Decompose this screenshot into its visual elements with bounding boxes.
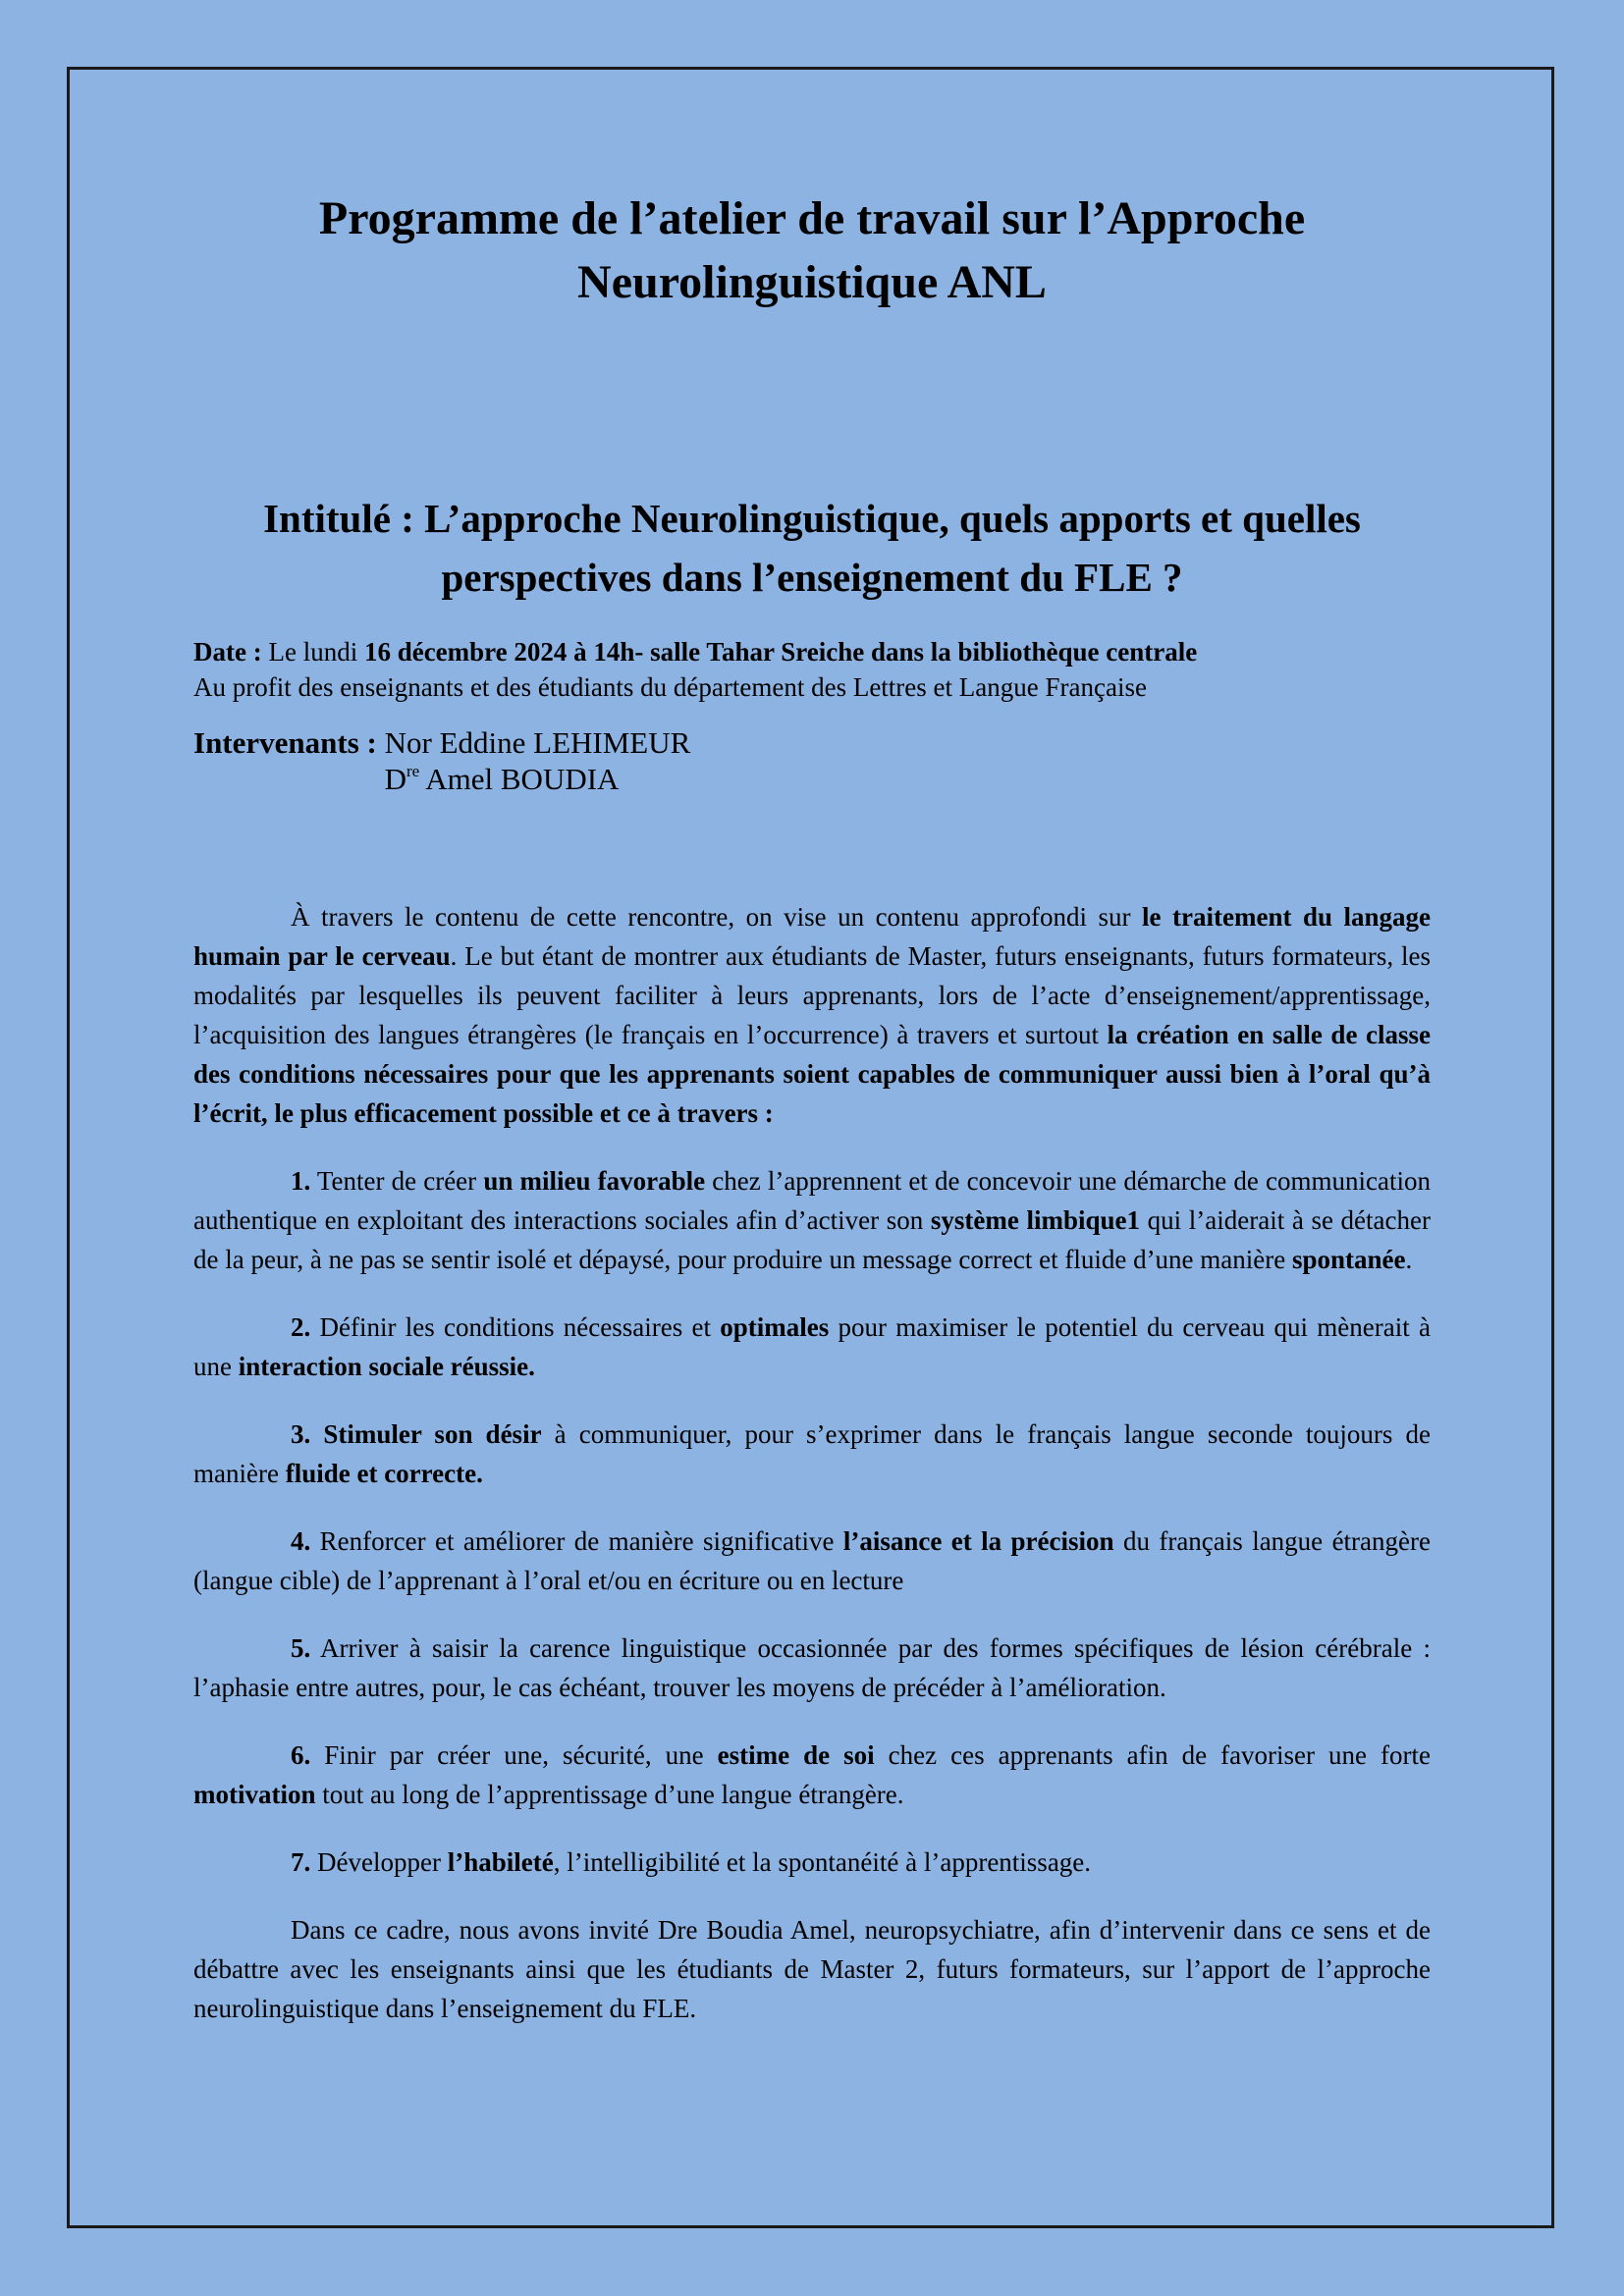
date-prefix: Le lundi <box>261 637 364 667</box>
list-item: 2. Définir les conditions nécessaires et optimales pour maximiser le potentiel du cerveau qui mènerait à une interaction sociale réussie. <box>193 1312 1431 1381</box>
list-item: 1. Tenter de créer un milieu favorable chez l’apprennent et de concevoir une démarche de communication authentique en exploitant des interactions sociales afin d’activer son système limbique1 qui l’aiderait à se détacher de la peur, à ne pas se sentir isolé et dépaysé, pour produire un message correct et fluide d’une manière spontanée. <box>193 1166 1431 1274</box>
list-item: 3. Stimuler son désir à communiquer, pour s’exprimer dans le français langue seconde toujours de manière fluide et correcte. <box>193 1419 1431 1488</box>
body-text <box>193 897 1431 2028</box>
list-item: 5. Arriver à saisir la carence linguistique occasionnée par des formes spécifiques de lésion cérébrale : l’aphasie entre autres, pour, le cas échéant, trouver les moyens de précéder à l’amélioration. <box>193 1633 1431 1702</box>
list-item: 6. Finir par créer une, sécurité, une estime de soi chez ces apprenants afin de favoriser une forte motivation tout au long de l’apprentissage d’une langue étrangère. <box>193 1740 1432 1809</box>
list-item: 7. Développer l’habileté, l’intelligibilité et la spontanéité à l’apprentissage. <box>291 1847 1092 1877</box>
speaker-item: Dre Amel BOUDIA <box>384 762 620 796</box>
closing-paragraph: Dans ce cadre, nous avons invité Dre Boudia Amel, neuropsychiatre, afin d’intervenir dans ce sens et de débattre avec les enseignants ainsi que les étudiants de Master 2, futurs formateurs, sur l’apport de l’approche neurolinguistique dans l’enseignement du FLE. <box>193 1915 1431 2023</box>
speakers-list <box>385 724 691 797</box>
speaker-item: Nor Eddine LEHIMEUR <box>384 725 691 760</box>
document-content <box>193 187 1431 2028</box>
intro-paragraph: À travers le contenu de cette rencontre, on vise un contenu approfondi sur le traitement du langage humain par le cerveau. Le but étant de montrer aux étudiants de Master, futurs enseignants, futurs formateurs, les modalités par lesquelles ils peuvent faciliter à leurs apprenants, lors de l’acte d’enseignement/apprentissage, l’acquisition des langues étrangères (le français en l’occurrence) à travers et surtout la création en salle de classe des conditions nécessaires pour que les apprenants soient capables de communiquer aussi bien à l’oral qu’à l’écrit, le plus efficacement possible et ce à travers : <box>193 902 1432 1128</box>
event-audience: Au profit des enseignants et des étudiants du département des Lettres et Langue Française <box>193 672 1147 702</box>
speakers <box>193 724 1431 797</box>
date-label: Date : <box>193 637 262 667</box>
date-value: 16 décembre 2024 à 14h- salle Tahar Sreiche dans la bibliothèque centrale <box>363 637 1198 667</box>
document-title: Programme de l’atelier de travail sur l’Approche Neurolinguistique ANL <box>318 192 1306 308</box>
document-subtitle: Intitulé : L’approche Neurolinguistique, quels apports et quelles perspectives dans l’enseignement du FLE ? <box>263 496 1361 600</box>
speakers-label: Intervenants : <box>193 725 385 760</box>
list-item: 4. Renforcer et améliorer de manière significative l’aisance et la précision du français langue étrangère (langue cible) de l’apprenant à l’oral et/ou en écriture ou en lecture <box>193 1526 1431 1595</box>
event-date <box>193 634 1431 705</box>
